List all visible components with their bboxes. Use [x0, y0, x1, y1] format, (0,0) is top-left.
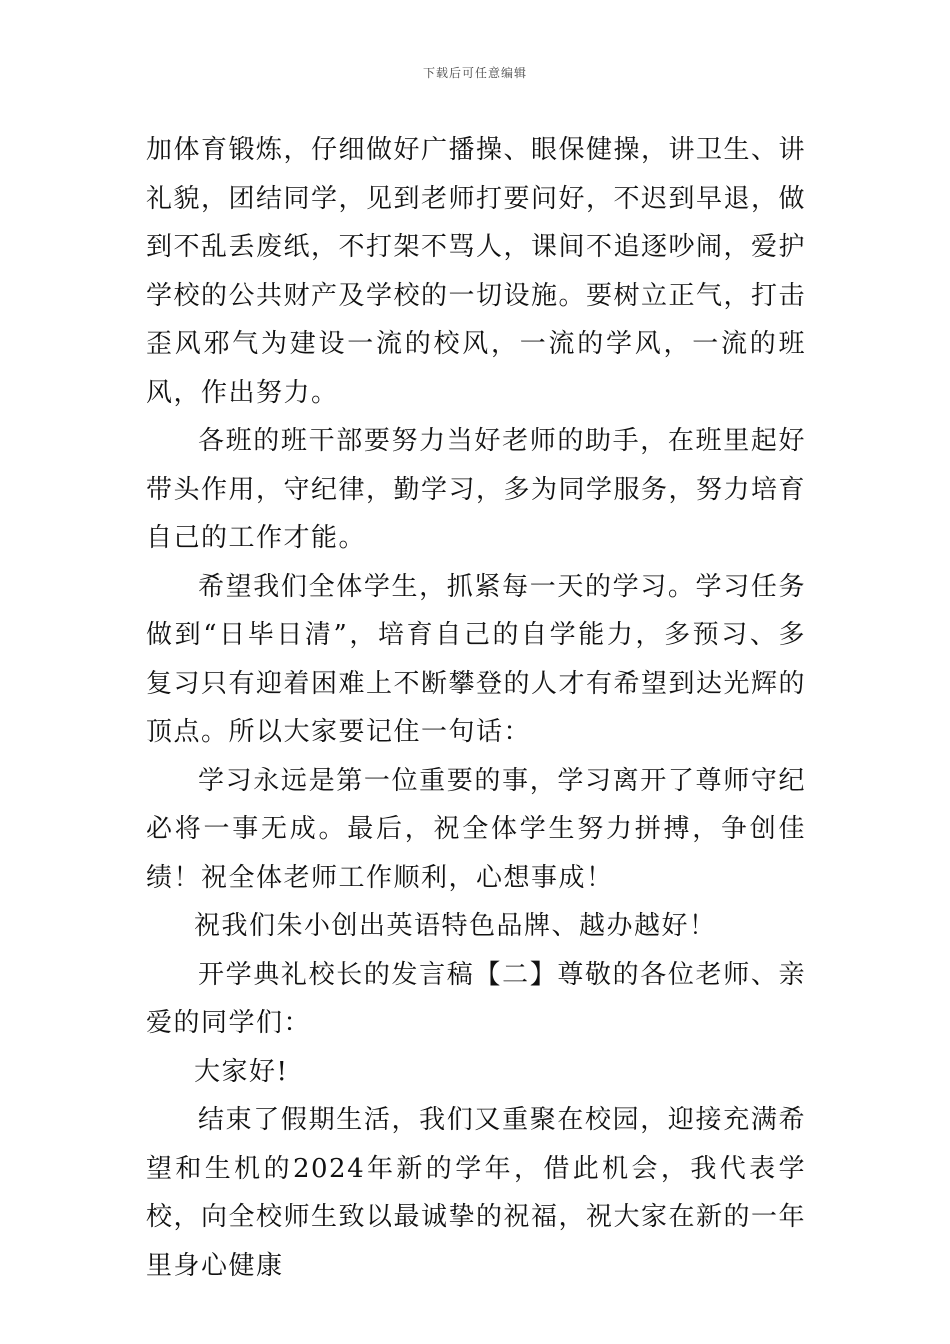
paragraph-class-leaders: 各班的班干部要努力当好老师的助手，在班里起好带头作用，守纪律，勤学习，多为同学服务，努力培育自己的工作才能。: [146, 426, 807, 553]
paragraph-speech-two-title: 开学典礼校长的发言稿【二】尊敬的各位老师、亲爱的同学们：: [146, 959, 806, 1038]
paragraph-greeting: 大家好!: [194, 1056, 289, 1087]
page-header-note: 下载后可任意编辑: [422, 66, 527, 80]
document-body: [146, 126, 806, 1290]
paragraph-new-term: 结束了假期生活，我们又重聚在校园，迎接充满希望和生机的2024年新的学年，借此机会，我代表学校，向全校师生致以最诚挚的祝福，祝大家在新的一年里身心健康: [146, 1105, 807, 1281]
paragraph-study-first: 学习永远是第一位重要的事，学习离开了尊师守纪必将一事无成。最后，祝全体学生努力拼搏，争创佳绩！祝全体老师工作顺利，心想事成！: [146, 765, 806, 893]
paragraph-discipline: 加体育锻炼，仔细做好广播操、眼保健操，讲卫生、讲礼貌，团结同学，见到老师打要问好，不迟到早退，做到不乱丢废纸，不打架不骂人，课间不追逐吵闹，爱护学校的公共财产及学校的一切设施。要树立正气，打击歪风邪气为建设一流的校风，一流的学风，一流的班风，作出努力。: [146, 135, 807, 408]
paragraph-school-wish: 祝我们朱小创出英语特色品牌、越办越好！: [194, 911, 717, 941]
paragraph-study-hope: 希望我们全体学生，抓紧每一天的学习。学习任务做到“日毕日清”，培育自己的自学能力，多预习、多复习只有迎着困难上不断攀登的人才有希望到达光辉的顶点。所以大家要记住一句话：: [146, 571, 807, 747]
